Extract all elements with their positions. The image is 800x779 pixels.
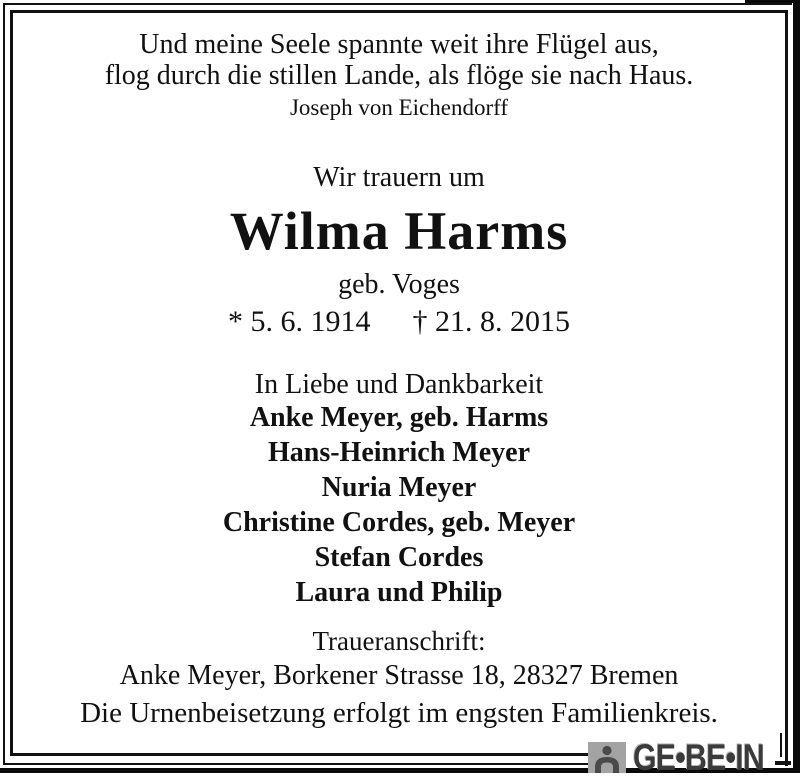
mourner-name: Stefan Cordes (314, 542, 484, 573)
maiden-name: geb. Voges (338, 269, 460, 300)
memorial-quote (14, 29, 784, 91)
gebein-logo (588, 736, 793, 778)
mourner-name: Nuria Meyer (321, 472, 477, 503)
mourners-intro: In Liebe und Dankbarkeit (254, 369, 544, 400)
scan-edge-top-right (745, 0, 800, 3)
life-dates (14, 306, 784, 338)
death-date: † 21. 8. 2015 (412, 305, 570, 338)
burial-note: Die Urnenbeisetzung erfolgt im engsten Familienkreis. (80, 697, 718, 729)
mourning-address: Anke Meyer, Borkener Strasse 18, 28327 Bremen (119, 660, 679, 691)
deceased-name: Wilma Harms (229, 201, 569, 261)
mourner-name: Hans-Heinrich Meyer (267, 437, 531, 468)
birth-date: * 5. 6. 1914 (228, 305, 371, 338)
outer-border-top (3, 3, 792, 5)
quote-attribution: Joseph von Eichendorff (289, 95, 509, 120)
death-cross-symbol: † (412, 305, 428, 338)
mourner-name: Laura und Philip (295, 577, 503, 608)
quote-line-2: flog durch die stillen Lande, als flöge sie nach Haus. (104, 60, 694, 91)
birth-star-symbol: * (228, 305, 243, 338)
inner-border-left (10, 10, 13, 756)
gebein-logo-text: GE•BE•IN (633, 736, 765, 778)
mourner-name: Christine Cordes, geb. Meyer (222, 507, 576, 538)
gebein-figure-icon (588, 742, 626, 773)
inner-border-bottom (10, 753, 588, 756)
quote-line-1: Und meine Seele spannte weit ihre Flügel aus, (139, 29, 659, 60)
address-label: Traueranschrift: (312, 626, 486, 656)
mourning-intro: Wir trauern um (313, 162, 485, 193)
mourners-list (14, 400, 784, 610)
inner-border-right (785, 10, 788, 766)
scan-edge-right (793, 0, 800, 773)
outer-border-left (3, 3, 5, 765)
outer-border-bottom (3, 763, 588, 765)
mourner-name: Anke Meyer, geb. Harms (249, 402, 549, 433)
obituary-notice (14, 13, 784, 729)
